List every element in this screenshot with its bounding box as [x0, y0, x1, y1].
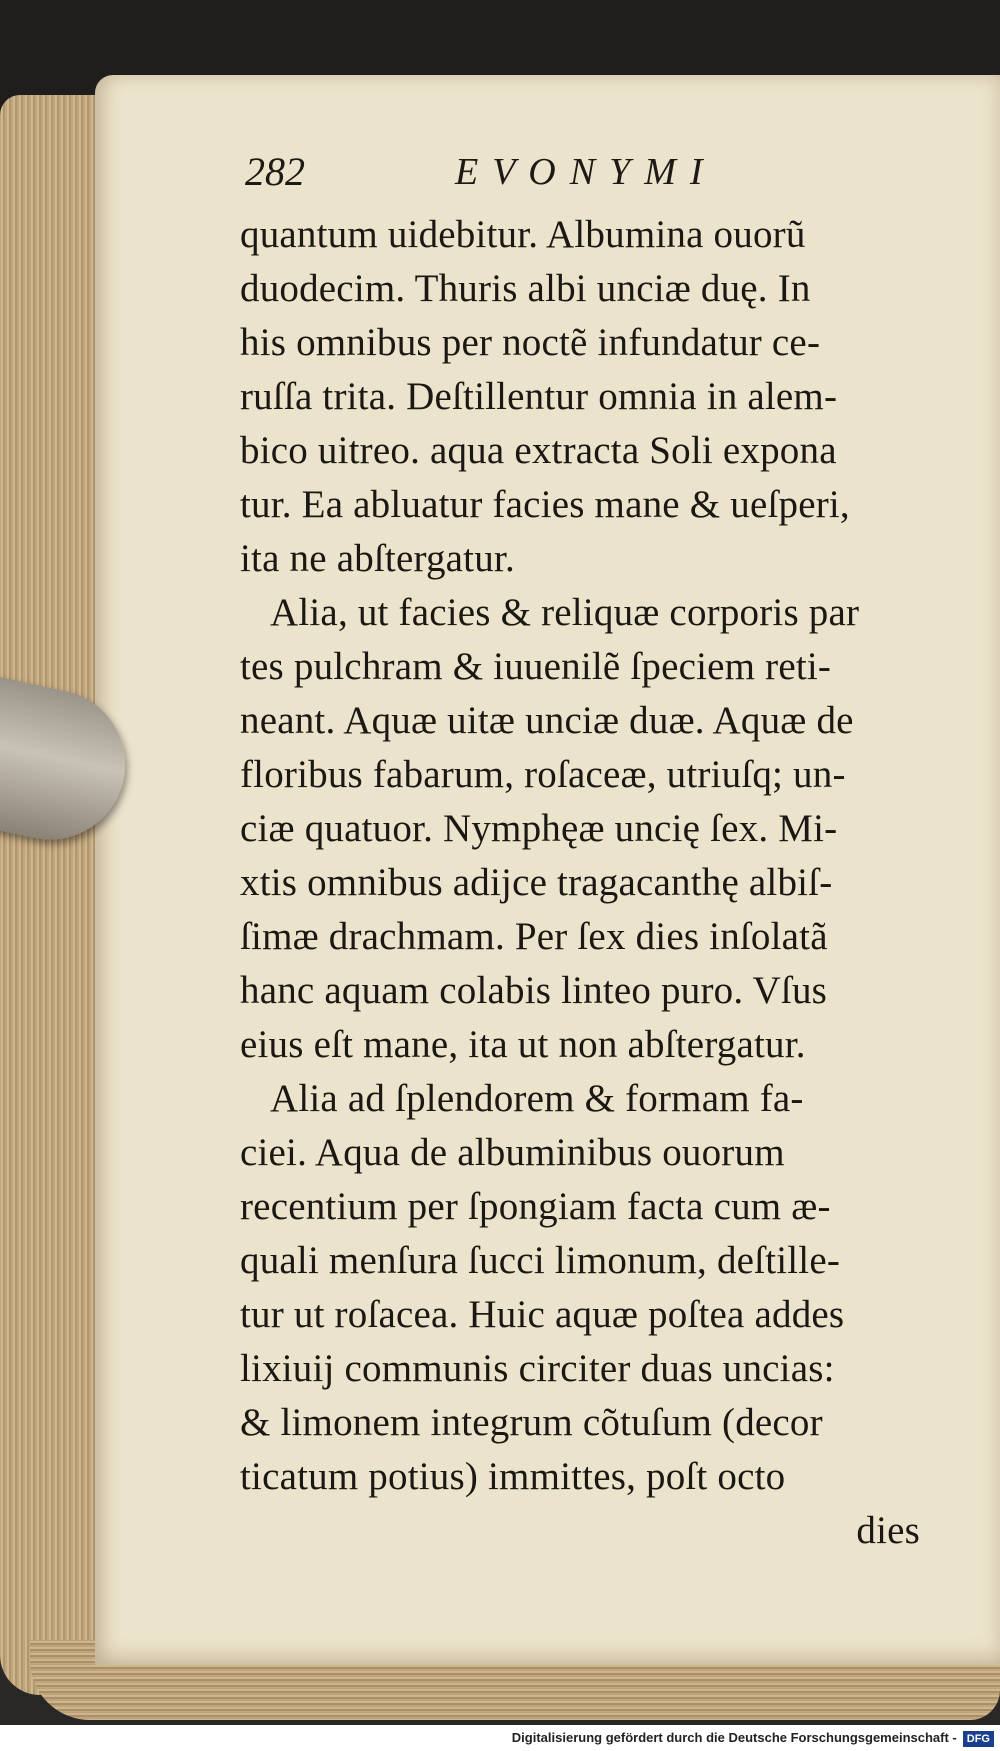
text-line: ruſſa trita. Deſtillentur omnia in alem- — [240, 375, 838, 418]
running-head — [245, 148, 965, 208]
text-line: Alia ad ſplendorem & formam fa- — [270, 1077, 804, 1120]
digitization-footer — [0, 1725, 1000, 1751]
book-fore-edge — [0, 95, 110, 1695]
text-line: floribus fabarum, roſaceæ, utriuſq; un- — [240, 753, 846, 796]
text-line: ita ne abſtergatur. — [240, 537, 515, 580]
text-line: eius eſt mane, ita ut non abſtergatur. — [240, 1023, 806, 1066]
footer-credit: Digitalisierung gefördert durch die Deutsche Forschungsgemeinschaft - — [511, 1730, 957, 1745]
text-line: tes pulchram & iuuenilẽ ſpeciem reti- — [240, 645, 832, 688]
text-line: neant. Aquæ uitæ unciæ duæ. Aquæ de — [240, 699, 854, 742]
text-line: Alia, ut facies & reliquæ corporis par — [270, 591, 860, 634]
catchword: dies — [856, 1509, 920, 1552]
text-line: lixiuij communis circiter duas uncias: — [240, 1347, 835, 1390]
text-line: & limonem integrum cõtuſum (decor — [240, 1401, 823, 1444]
text-line: duodecim. Thuris albi unciæ duę. In — [240, 267, 811, 310]
text-line: xtis omnibus adijce tragacanthę albiſ- — [240, 861, 833, 904]
text-line: ticatum potius) immittes, poſt octo — [240, 1455, 786, 1498]
text-line: tur ut roſacea. Huic aquæ poſtea addes — [240, 1293, 845, 1336]
text-line: quantum uidebitur. Albumina ouorũ — [240, 213, 806, 256]
running-title: EVONYMI — [455, 151, 717, 193]
dfg-logo: DFG — [963, 1731, 994, 1747]
text-line: ſimæ drachmam. Per ſex dies inſolatã — [240, 915, 828, 958]
text-line: tur. Ea abluatur facies mane & ueſperi, — [240, 483, 850, 526]
text-line: ciæ quatuor. Nymphęæ uncię ſex. Mi- — [240, 807, 838, 850]
text-line: quali menſura ſucci limonum, deſtille- — [240, 1239, 841, 1282]
text-line: ciei. Aqua de albuminibus ouorum — [240, 1131, 785, 1174]
page-text — [240, 208, 930, 1558]
text-line: recentium per ſpongiam facta cum æ- — [240, 1185, 831, 1228]
page-number: 282 — [245, 149, 305, 194]
text-line: bico uitreo. aqua extracta Soli expona — [240, 429, 837, 472]
text-line: hanc aquam colabis linteo puro. Vſus — [240, 969, 828, 1012]
text-line: his omnibus per noctẽ infundatur ce- — [240, 321, 821, 364]
